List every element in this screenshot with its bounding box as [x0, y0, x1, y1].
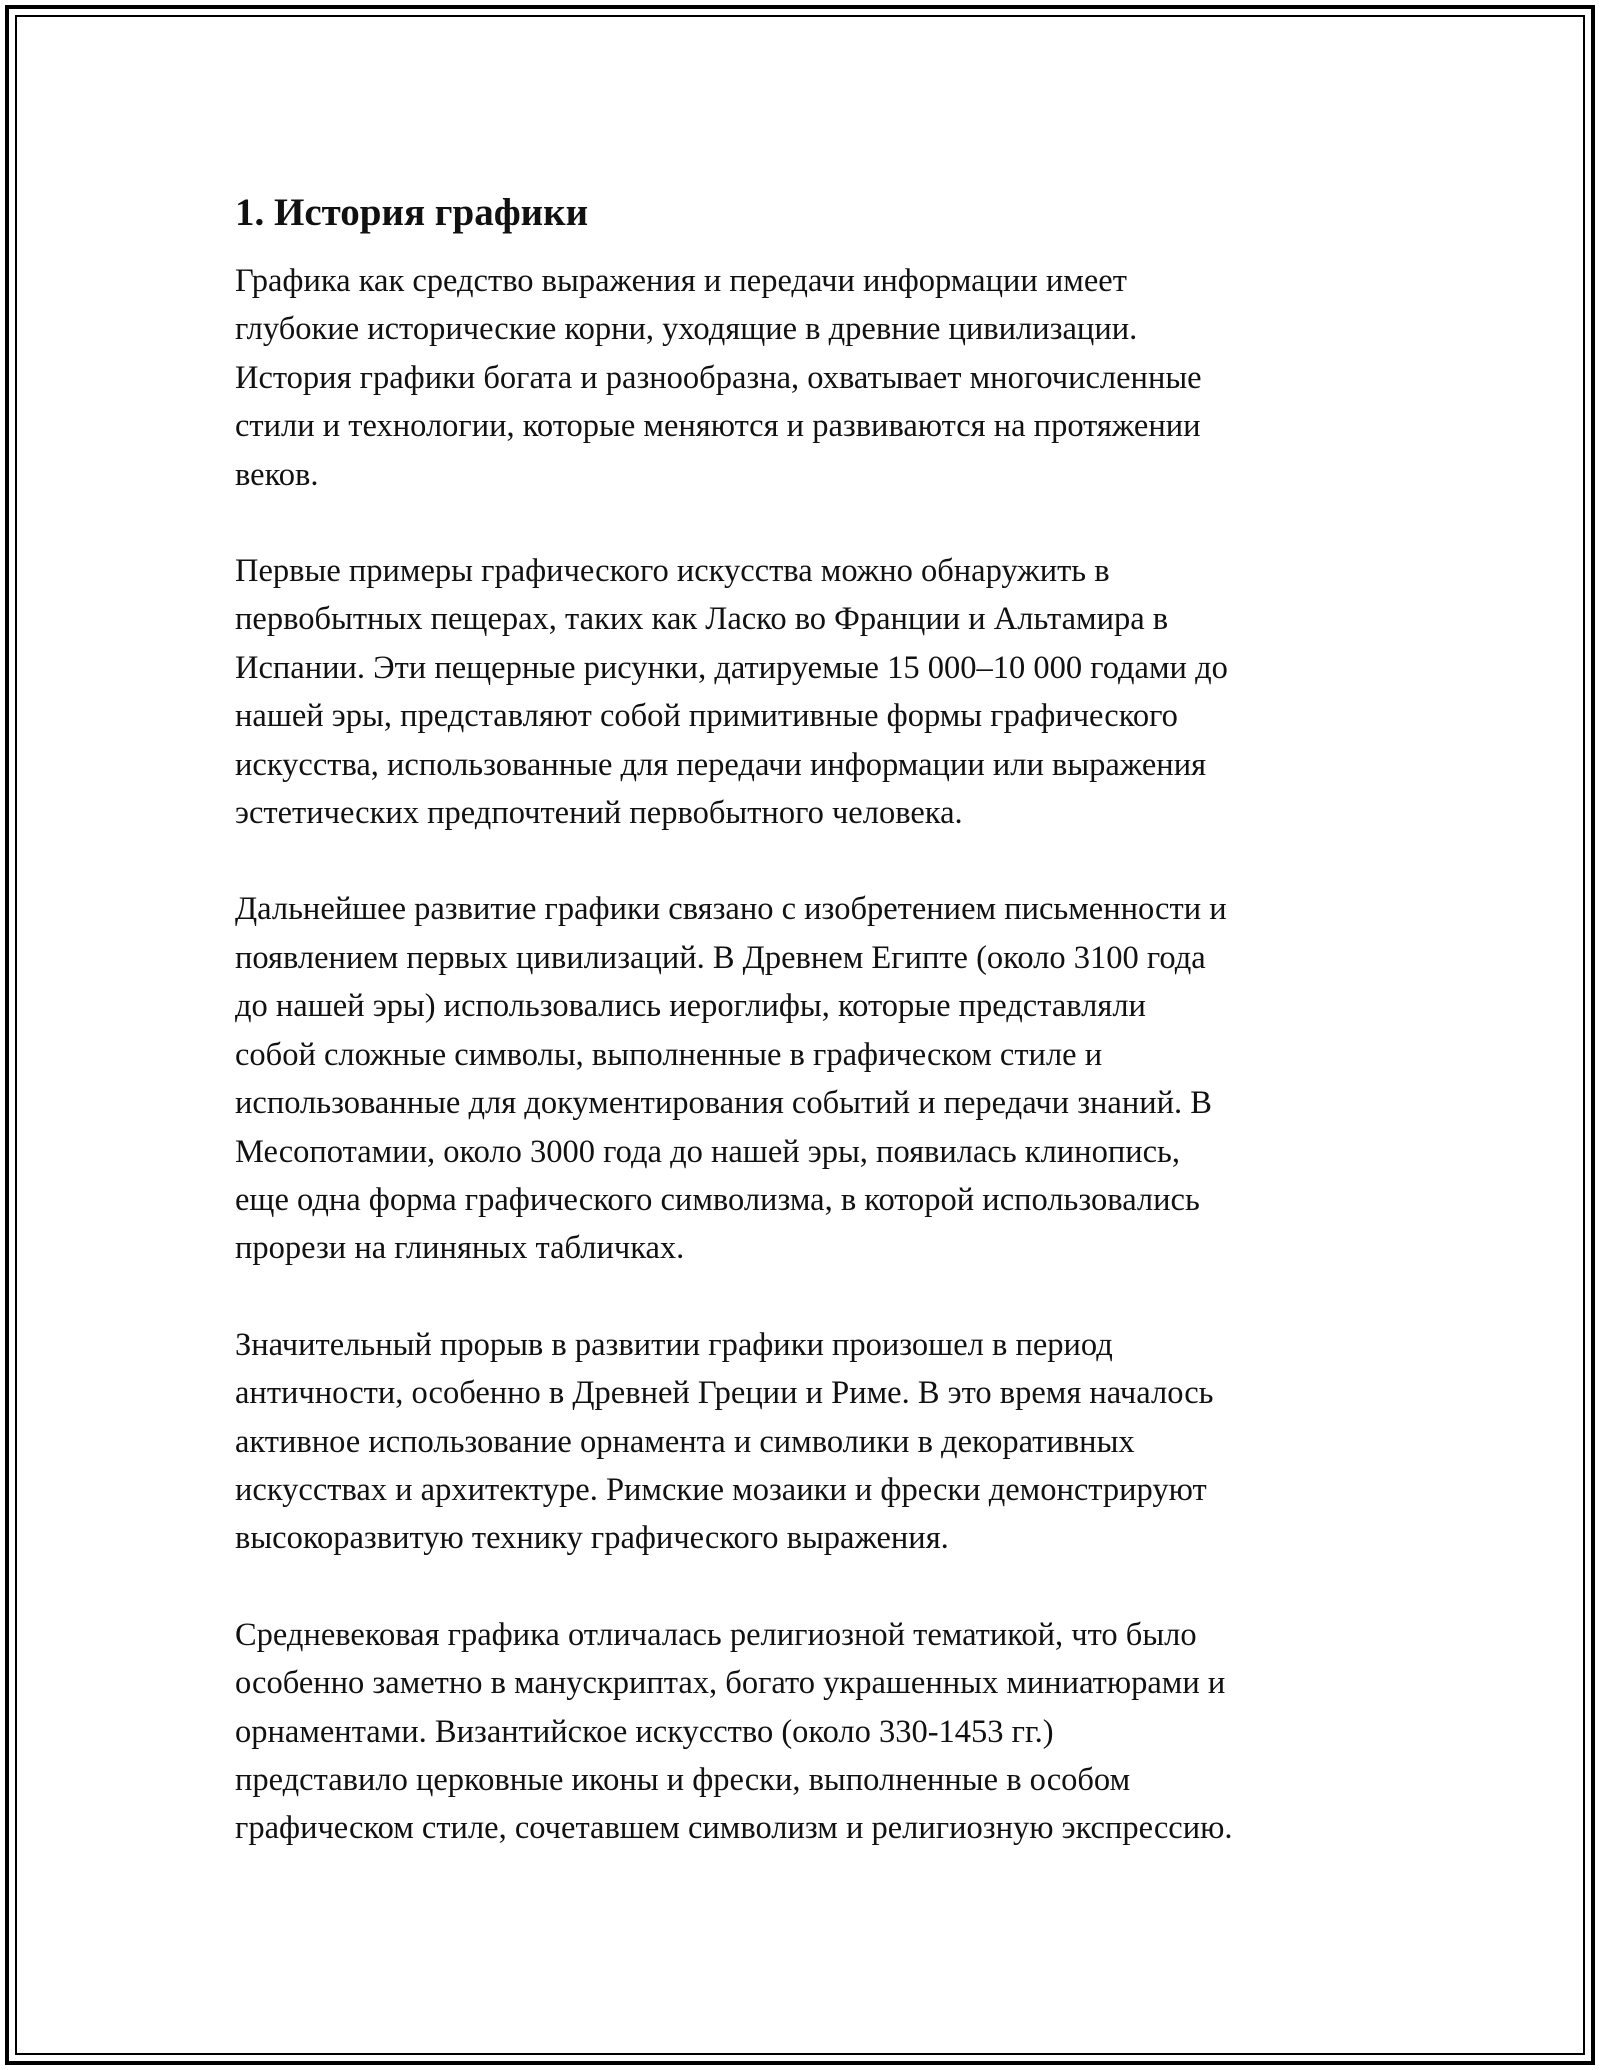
section-heading: 1. История графики	[235, 191, 589, 234]
paragraph-3: Дальнейшее развитие графики связано с изобретением письменности и появлением первых цивилизаций. В Древнем Египте (около 3100 года до нашей эры) использовались иероглифы, которые представляли собой сложные символы, выполненные в графическом стиле и использованные для документирования событий и передачи знаний. В Месопотамии, около 3000 года до нашей эры, появилась клинопись, еще одна форма графического символизма, в которой использовались прорези на глиняных табличках.	[235, 891, 1227, 1267]
paragraph-2: Первые примеры графического искусства можно обнаружить в первобытных пещерах, таких как Ласко во Франции и Альтамира в Испании. Эти пещерные рисунки, датируемые 15 000–10 000 годами до нашей эры, представляют собой примитивные формы графического искусства, использованные для передачи информации или выражения эстетических предпочтений первобытного человека.	[235, 553, 1228, 832]
paragraph-1: Графика как средство выражения и передачи информации имеет глубокие исторические корни, уходящие в древние цивилизации. История графики богата и разнообразна, охватывает многочисленные стили и технологии, которые меняются и развиваются на протяжении веков.	[235, 263, 1202, 493]
paragraph-4: Значительный прорыв в развитии графики произошел в период античности, особенно в Древней Греции и Риме. В это время началось активное использование орнамента и символики в декоративных искусствах и архитектуре. Римские мозаики и фрески демонстрируют высокоразвитую технику графического выражения.	[235, 1326, 1214, 1557]
paragraph-5: Средневековая графика отличалась религиозной тематикой, что было особенно заметно в манускриптах, богато украшенных миниатюрами и орнаментами. Византийское искусство (около 330-1453 гг.) представило церковные иконы и фрески, выполненные в особом графическом стиле, сочетавшем символизм и религиозную экспрессию.	[235, 1616, 1233, 1847]
document-body	[235, 185, 1375, 1901]
